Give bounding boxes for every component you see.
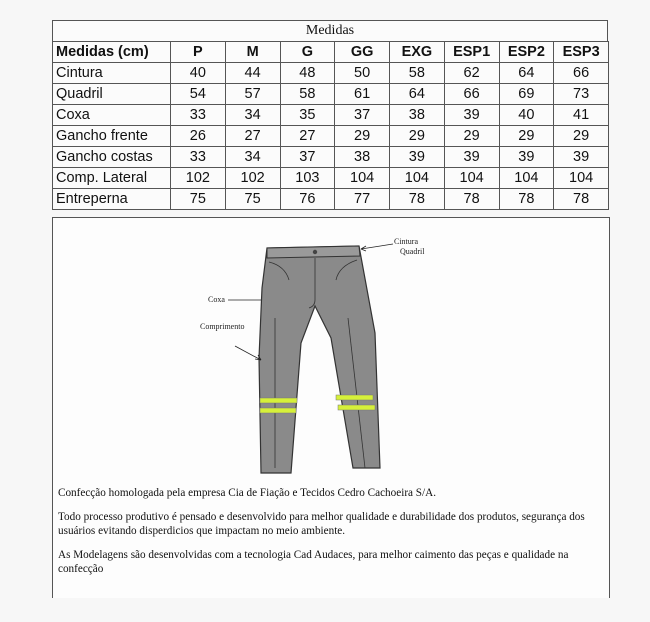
- measurement-label: Comp. Lateral: [53, 168, 171, 189]
- measurement-value: 39: [499, 147, 554, 168]
- measurement-value: 57: [225, 84, 280, 105]
- measurement-value: 78: [499, 189, 554, 210]
- measurement-value: 62: [444, 63, 499, 84]
- measurement-value: 78: [390, 189, 445, 210]
- measurement-value: 58: [390, 63, 445, 84]
- measurements-sheet: [52, 20, 608, 210]
- measurement-value: 29: [335, 126, 390, 147]
- size-header: P: [171, 42, 226, 63]
- measurement-value: 66: [444, 84, 499, 105]
- table-row: [53, 189, 609, 210]
- measurement-value: 27: [280, 126, 335, 147]
- measurement-value: 39: [554, 147, 609, 168]
- measurement-value: 103: [280, 168, 335, 189]
- measurement-value: 104: [499, 168, 554, 189]
- measurement-value: 44: [225, 63, 280, 84]
- label-quadril: Quadril: [400, 247, 425, 256]
- size-header: ESP3: [554, 42, 609, 63]
- measurement-value: 41: [554, 105, 609, 126]
- measurement-value: 29: [554, 126, 609, 147]
- measurement-value: 58: [280, 84, 335, 105]
- measurement-value: 39: [444, 147, 499, 168]
- measurement-value: 76: [280, 189, 335, 210]
- measurement-value: 33: [171, 105, 226, 126]
- size-header: ESP2: [499, 42, 554, 63]
- size-header: ESP1: [444, 42, 499, 63]
- measurement-value: 64: [499, 63, 554, 84]
- measurement-value: 26: [171, 126, 226, 147]
- measurement-value: 64: [390, 84, 445, 105]
- measurement-value: 37: [280, 147, 335, 168]
- measurement-value: 39: [444, 105, 499, 126]
- measurement-value: 34: [225, 105, 280, 126]
- size-header: M: [225, 42, 280, 63]
- table-caption: Medidas: [52, 20, 608, 41]
- measurement-label: Coxa: [53, 105, 171, 126]
- measurement-value: 50: [335, 63, 390, 84]
- note-homologation: Confecção homologada pela empresa Cia de Fiação e Tecidos Cedro Cachoeira S/A.: [58, 487, 437, 499]
- measurement-value: 40: [499, 105, 554, 126]
- pants-figure-panel: [52, 217, 610, 598]
- measurement-value: 104: [335, 168, 390, 189]
- measurement-value: 38: [335, 147, 390, 168]
- measurement-value: 54: [171, 84, 226, 105]
- measurement-value: 29: [499, 126, 554, 147]
- measurement-value: 61: [335, 84, 390, 105]
- pants-diagram: [53, 218, 609, 483]
- measurement-value: 78: [444, 189, 499, 210]
- measurement-value: 27: [225, 126, 280, 147]
- measurement-value: 29: [390, 126, 445, 147]
- note-modeling: As Modelagens são desenvolvidas com a tecnologia Cad Audaces, para melhor caimento das peças e qualidade na confecção: [58, 549, 569, 575]
- size-header: G: [280, 42, 335, 63]
- product-notes: [58, 486, 598, 586]
- measurement-value: 38: [390, 105, 445, 126]
- table-row: [53, 105, 609, 126]
- measurement-value: 104: [444, 168, 499, 189]
- measurement-value: 102: [171, 168, 226, 189]
- table-row: [53, 147, 609, 168]
- measurement-value: 40: [171, 63, 226, 84]
- table-row: [53, 63, 609, 84]
- measurement-value: 75: [171, 189, 226, 210]
- measurement-label: Gancho costas: [53, 147, 171, 168]
- note-process: Todo processo produtivo é pensado e desenvolvido para melhor qualidade e durabilidade dos produtos, segurança dos usuários evitando disperdicios que impactam no meio ambiente.: [58, 511, 585, 537]
- measurement-value: 104: [390, 168, 445, 189]
- size-header: GG: [335, 42, 390, 63]
- measurement-value: 102: [225, 168, 280, 189]
- table-header-row: [53, 42, 609, 63]
- table-row: [53, 84, 609, 105]
- button: [313, 250, 317, 254]
- measurement-value: 75: [225, 189, 280, 210]
- table-row: [53, 168, 609, 189]
- measurement-value: 37: [335, 105, 390, 126]
- table-row: [53, 126, 609, 147]
- measurement-value: 73: [554, 84, 609, 105]
- measurement-label: Gancho frente: [53, 126, 171, 147]
- measurement-value: 35: [280, 105, 335, 126]
- measurement-value: 77: [335, 189, 390, 210]
- label-comprimento: Comprimento: [200, 322, 245, 331]
- measurement-value: 33: [171, 147, 226, 168]
- label-cintura: Cintura: [394, 237, 418, 246]
- measurement-value: 29: [444, 126, 499, 147]
- measurement-value: 78: [554, 189, 609, 210]
- label-coxa: Coxa: [208, 295, 225, 304]
- measurement-value: 66: [554, 63, 609, 84]
- measurement-value: 69: [499, 84, 554, 105]
- measurement-label: Cintura: [53, 63, 171, 84]
- measurement-value: 34: [225, 147, 280, 168]
- measurement-value: 39: [390, 147, 445, 168]
- size-table: [52, 41, 609, 210]
- size-header: EXG: [390, 42, 445, 63]
- measurement-label: Quadril: [53, 84, 171, 105]
- measurement-label: Entreperna: [53, 189, 171, 210]
- measurement-value: 48: [280, 63, 335, 84]
- header-label: Medidas (cm): [53, 42, 171, 63]
- measurement-value: 104: [554, 168, 609, 189]
